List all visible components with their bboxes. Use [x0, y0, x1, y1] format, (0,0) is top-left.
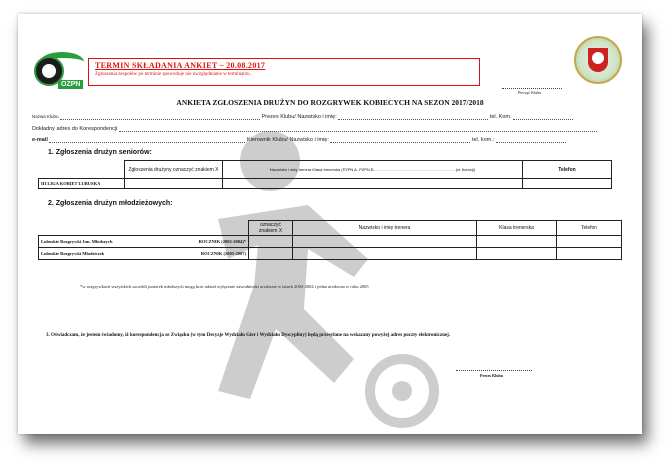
youth-teams-table [38, 220, 622, 260]
youth-coach-cell[interactable] [293, 248, 477, 260]
president-label: Prezes Klubu/ Nazwisko i imię: [261, 114, 337, 120]
senior-mark-cell[interactable] [125, 179, 223, 189]
senior-teams-table [38, 160, 612, 189]
document-title: ANKIETA ZGŁOSZENIA DRUŻYN DO ROZGRYWEK KOBIECYCH NA SEZON 2017/2018 [176, 98, 484, 107]
youth-coach-header: Nazwisko i imię trenera [293, 221, 477, 236]
youth-class-cell[interactable] [477, 236, 557, 248]
youth-row-label: Lubuskie Rozgrywki Młodziczek ROCZNIK (2005-2007) [39, 248, 249, 260]
signature-line[interactable] [456, 370, 532, 371]
email-label: e-mail [32, 137, 48, 143]
signature-label: Prezes Klubu [480, 373, 503, 378]
address-row[interactable] [32, 126, 597, 132]
youth-section-heading: 2. Zgłoszenia drużyn młodzieżowych: [48, 200, 173, 207]
club-name-row[interactable] [32, 114, 573, 120]
tel-kom-2-label: tel. kom.: [471, 137, 495, 143]
pzpn-crest-logo [574, 36, 622, 84]
table-row [39, 236, 622, 248]
tel-kom-label: tel. Kom. [489, 114, 512, 120]
youth-phone-cell[interactable] [557, 236, 622, 248]
table-row [39, 248, 622, 260]
deadline-notice [88, 58, 480, 86]
declare-header: Zgłoszenia drużyny oznaczyć znakiem X [125, 161, 223, 179]
coach-header: Nazwisko i imię trenera Klasa trenerska (PZPN A, PZPN B……………………………………………………..(nr licencji) [223, 161, 523, 179]
ozpn-logo: OZPN [32, 52, 84, 94]
youth-mark-cell[interactable] [249, 236, 293, 248]
footnote: *w rozgrywkach wszystkich szczebli juniorek młodszych mogą brać udział wyłącznie zawodniczki urodzone w latach 2002-2004 i jedna urodzona w roku 2005 [80, 284, 369, 289]
stamp-label: Pieczęć Klubu [518, 90, 542, 95]
club-name-label: Nazwa Klubu [32, 114, 59, 119]
youth-phone-cell[interactable] [557, 248, 622, 260]
youth-phone-header: Telefon [557, 221, 622, 236]
phone-header: Telefon [523, 161, 612, 179]
football-player-watermark-icon [158, 109, 458, 434]
senior-phone-cell[interactable] [523, 179, 612, 189]
senior-coach-cell[interactable] [223, 179, 523, 189]
class-header: Klasa trenerska [477, 221, 557, 236]
deadline-note: Zgłoszenia zespołów po terminie spowoduje nie uwzględnianie w terminarzu . [95, 72, 253, 77]
address-label: Dokładny adres do Korespondencji [32, 126, 118, 132]
deadline-title: TERMIN SKŁADANIA ANKIET – 20.08.2017 [95, 61, 266, 70]
senior-section-heading: 1. Zgłoszenia drużyn seniorów: [48, 149, 152, 156]
email-row[interactable] [32, 137, 566, 143]
document-page [18, 14, 642, 434]
senior-row-label: III LIGA KOBIET LUBUSKA [39, 179, 125, 189]
youth-row-label: Lubuskie Rozgrywki Jun. Młodszych ROCZNIK (2002-2004)* [39, 236, 249, 248]
youth-coach-cell[interactable] [293, 236, 477, 248]
manager-label: Kierownik Klubu/ Nazwisko i imię: [246, 137, 329, 143]
stamp-line [502, 88, 562, 89]
shield-icon [588, 48, 608, 72]
youth-mark-cell[interactable] [249, 248, 293, 260]
youth-class-cell[interactable] [477, 248, 557, 260]
mark-header: oznaczyć znakiem X [249, 221, 293, 236]
declaration-statement: 3. Oświadczam, że jestem świadomy, iż korespondencja ze Związku (w tym Decyzje Wydziału Gier i Wydziału Dyscypliny) będą przesyłane na wskazany powyżej adres poczty elektronicznej. [46, 333, 451, 338]
